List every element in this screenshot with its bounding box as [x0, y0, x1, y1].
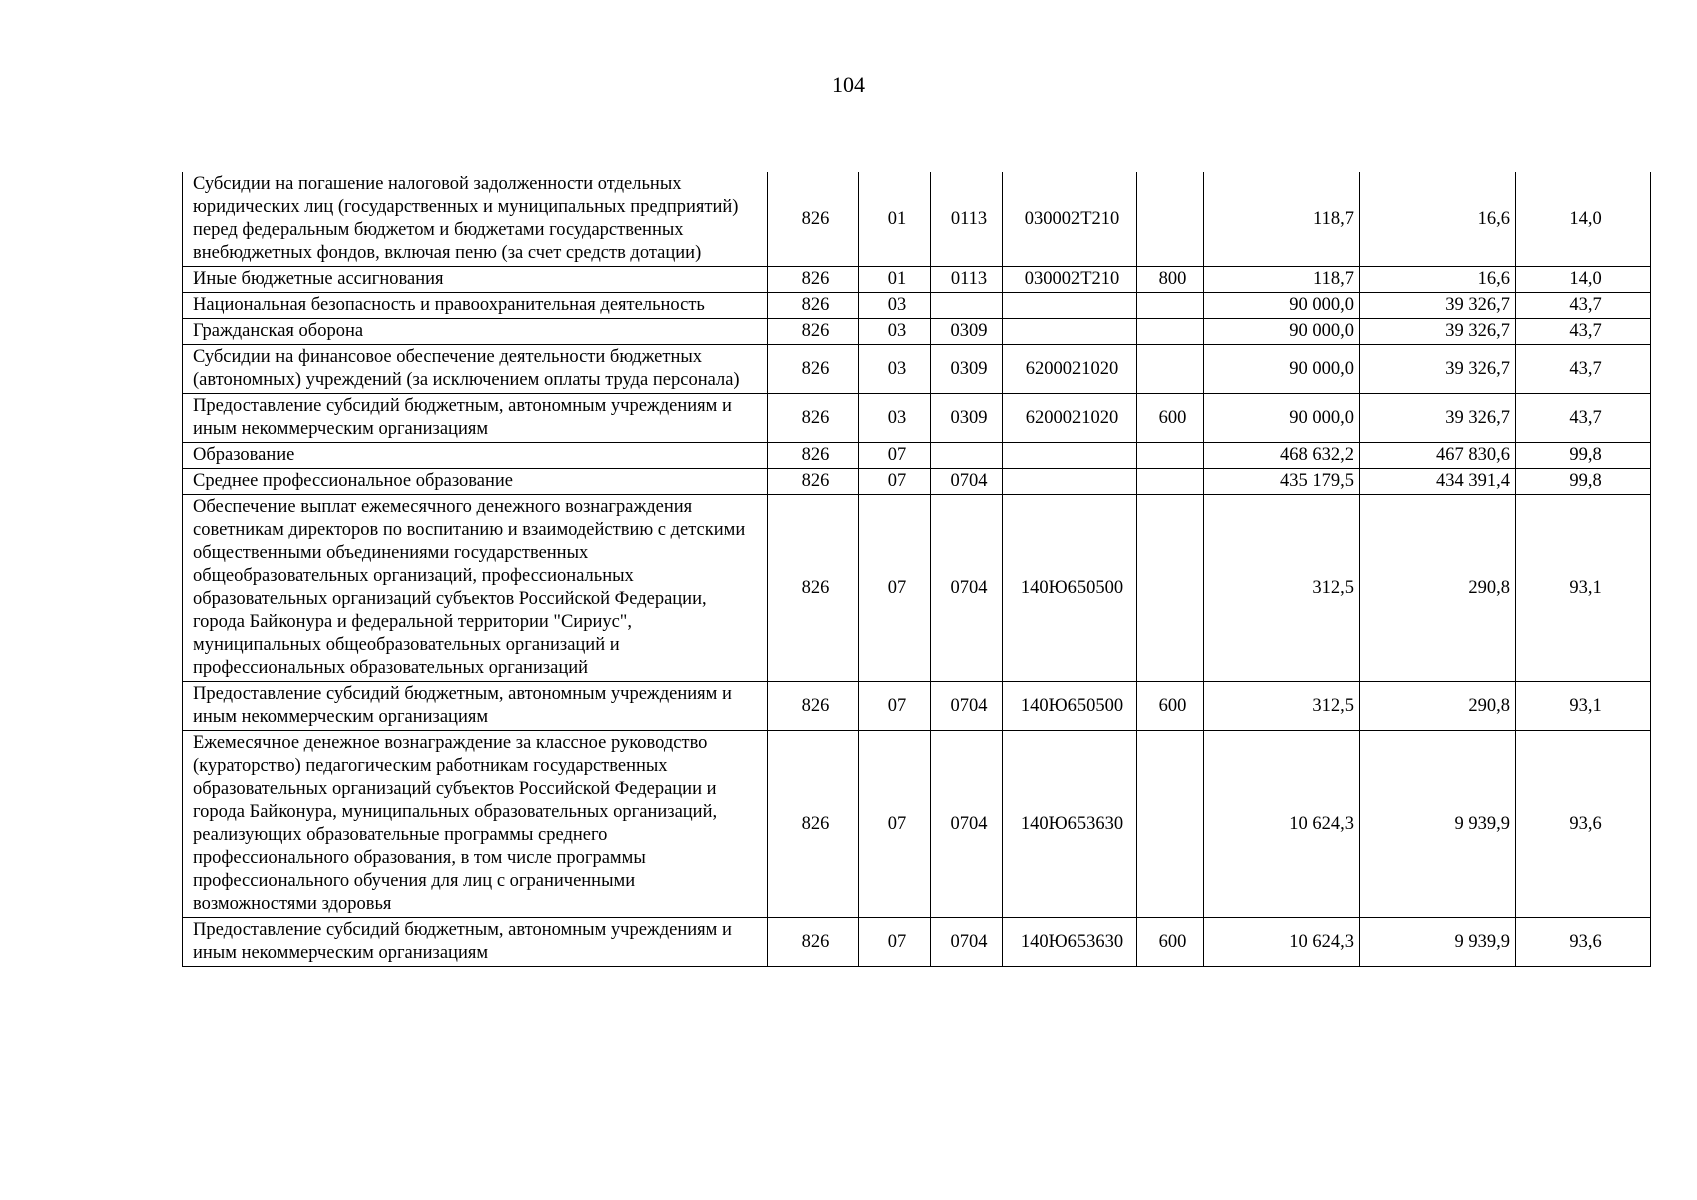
cell-percent: 43,7	[1516, 345, 1651, 394]
cell-actual: 16,6	[1360, 267, 1516, 293]
cell-section: 07	[859, 495, 931, 682]
cell-grbs: 826	[768, 319, 859, 345]
cell-section: 07	[859, 682, 931, 731]
cell-subsection: 0704	[931, 918, 1003, 967]
cell-actual: 467 830,6	[1360, 443, 1516, 469]
cell-grbs: 826	[768, 682, 859, 731]
cell-target-article: 140Ю653630	[1003, 918, 1137, 967]
cell-target-article: 6200021020	[1003, 394, 1137, 443]
cell-grbs: 826	[768, 918, 859, 967]
cell-expense-type	[1137, 319, 1204, 345]
table-row	[183, 443, 1651, 469]
cell-target-article	[1003, 293, 1137, 319]
table-row	[183, 682, 1651, 731]
cell-subsection: 0704	[931, 469, 1003, 495]
table-row	[183, 172, 1651, 267]
cell-subsection: 0704	[931, 682, 1003, 731]
table-row	[183, 394, 1651, 443]
cell-name: Образование	[183, 443, 768, 469]
cell-name: Среднее профессиональное образование	[183, 469, 768, 495]
cell-percent: 43,7	[1516, 293, 1651, 319]
cell-grbs: 826	[768, 172, 859, 267]
cell-target-article	[1003, 443, 1137, 469]
table-row	[183, 495, 1651, 682]
cell-plan: 90 000,0	[1204, 345, 1360, 394]
cell-subsection: 0113	[931, 172, 1003, 267]
cell-plan: 118,7	[1204, 172, 1360, 267]
cell-expense-type	[1137, 443, 1204, 469]
cell-name: Предоставление субсидий бюджетным, автономным учреждениям и иным некоммерческим организациям	[183, 918, 768, 967]
table-row	[183, 319, 1651, 345]
cell-grbs: 826	[768, 394, 859, 443]
cell-subsection	[931, 443, 1003, 469]
cell-name: Субсидии на финансовое обеспечение деятельности бюджетных (автономных) учреждений (за исключением оплаты труда персонала)	[183, 345, 768, 394]
page-number: 104	[832, 72, 865, 97]
cell-name: Национальная безопасность и правоохранительная деятельность	[183, 293, 768, 319]
cell-target-article	[1003, 469, 1137, 495]
table-row	[183, 345, 1651, 394]
cell-percent: 93,6	[1516, 918, 1651, 967]
cell-plan: 312,5	[1204, 495, 1360, 682]
cell-subsection: 0704	[931, 731, 1003, 918]
cell-plan: 90 000,0	[1204, 394, 1360, 443]
cell-actual: 434 391,4	[1360, 469, 1516, 495]
cell-percent: 14,0	[1516, 267, 1651, 293]
cell-section: 07	[859, 918, 931, 967]
cell-plan: 10 624,3	[1204, 918, 1360, 967]
cell-percent: 99,8	[1516, 469, 1651, 495]
cell-target-article: 030002Т210	[1003, 267, 1137, 293]
cell-name: Иные бюджетные ассигнования	[183, 267, 768, 293]
cell-section: 01	[859, 267, 931, 293]
cell-name: Предоставление субсидий бюджетным, автономным учреждениям и иным некоммерческим организациям	[183, 394, 768, 443]
table-body	[183, 172, 1651, 967]
cell-percent: 93,6	[1516, 731, 1651, 918]
cell-grbs: 826	[768, 495, 859, 682]
cell-percent: 99,8	[1516, 443, 1651, 469]
cell-subsection	[931, 293, 1003, 319]
cell-actual: 16,6	[1360, 172, 1516, 267]
cell-section: 07	[859, 469, 931, 495]
cell-percent: 43,7	[1516, 319, 1651, 345]
cell-actual: 39 326,7	[1360, 394, 1516, 443]
cell-name: Гражданская оборона	[183, 319, 768, 345]
cell-name: Предоставление субсидий бюджетным, автономным учреждениям и иным некоммерческим организациям	[183, 682, 768, 731]
cell-actual: 9 939,9	[1360, 731, 1516, 918]
cell-plan: 90 000,0	[1204, 319, 1360, 345]
table-row	[183, 918, 1651, 967]
cell-subsection: 0704	[931, 495, 1003, 682]
cell-name: Обеспечение выплат ежемесячного денежного вознаграждения советникам директоров по воспитанию и взаимодействию с детскими общественными объединениями государственных общеобразовательных организаций, профессиональных образовательных организаций субъектов Российской Федерации, города Байконура и федеральной территории "Сириус", муниципальных общеобразовательных организаций и профессиональных образовательных организаций	[183, 495, 768, 682]
cell-plan: 435 179,5	[1204, 469, 1360, 495]
cell-grbs: 826	[768, 293, 859, 319]
cell-actual: 9 939,9	[1360, 918, 1516, 967]
table-row	[183, 267, 1651, 293]
cell-subsection: 0113	[931, 267, 1003, 293]
cell-name: Субсидии на погашение налоговой задолженности отдельных юридических лиц (государственных и муниципальных предприятий) перед федеральным бюджетом и бюджетами государственных внебюджетных фондов, включая пеню (за счет средств дотации)	[183, 172, 768, 267]
cell-percent: 93,1	[1516, 682, 1651, 731]
cell-grbs: 826	[768, 731, 859, 918]
cell-percent: 93,1	[1516, 495, 1651, 682]
cell-name: Ежемесячное денежное вознаграждение за классное руководство (кураторство) педагогическим работникам государственных образовательных организаций субъектов Российской Федерации и города Байконура, муниципальных образовательных организаций, реализующих образовательные программы среднего профессионального образования, в том числе программы профессионального обучения для лиц с ограниченными возможностями здоровья	[183, 731, 768, 918]
cell-plan: 10 624,3	[1204, 731, 1360, 918]
cell-plan: 312,5	[1204, 682, 1360, 731]
cell-actual: 290,8	[1360, 682, 1516, 731]
cell-expense-type	[1137, 495, 1204, 682]
cell-target-article: 140Ю653630	[1003, 731, 1137, 918]
cell-expense-type	[1137, 731, 1204, 918]
cell-plan: 90 000,0	[1204, 293, 1360, 319]
cell-percent: 43,7	[1516, 394, 1651, 443]
cell-target-article: 140Ю650500	[1003, 495, 1137, 682]
cell-subsection: 0309	[931, 394, 1003, 443]
cell-grbs: 826	[768, 345, 859, 394]
cell-section: 03	[859, 345, 931, 394]
cell-actual: 39 326,7	[1360, 345, 1516, 394]
cell-expense-type	[1137, 293, 1204, 319]
cell-actual: 39 326,7	[1360, 293, 1516, 319]
cell-subsection: 0309	[931, 345, 1003, 394]
table-row	[183, 293, 1651, 319]
cell-percent: 14,0	[1516, 172, 1651, 267]
cell-section: 07	[859, 443, 931, 469]
cell-subsection: 0309	[931, 319, 1003, 345]
cell-section: 03	[859, 319, 931, 345]
cell-grbs: 826	[768, 267, 859, 293]
table-row	[183, 469, 1651, 495]
cell-section: 07	[859, 731, 931, 918]
cell-expense-type: 800	[1137, 267, 1204, 293]
cell-expense-type: 600	[1137, 918, 1204, 967]
cell-expense-type	[1137, 469, 1204, 495]
cell-target-article: 030002Т210	[1003, 172, 1137, 267]
cell-section: 01	[859, 172, 931, 267]
cell-expense-type	[1137, 172, 1204, 267]
cell-actual: 290,8	[1360, 495, 1516, 682]
budget-table	[182, 172, 1651, 967]
cell-section: 03	[859, 293, 931, 319]
cell-target-article: 140Ю650500	[1003, 682, 1137, 731]
cell-plan: 468 632,2	[1204, 443, 1360, 469]
cell-expense-type: 600	[1137, 394, 1204, 443]
cell-grbs: 826	[768, 443, 859, 469]
cell-plan: 118,7	[1204, 267, 1360, 293]
cell-target-article: 6200021020	[1003, 345, 1137, 394]
cell-actual: 39 326,7	[1360, 319, 1516, 345]
cell-expense-type	[1137, 345, 1204, 394]
cell-section: 03	[859, 394, 931, 443]
table-row	[183, 731, 1651, 918]
cell-target-article	[1003, 319, 1137, 345]
cell-expense-type: 600	[1137, 682, 1204, 731]
cell-grbs: 826	[768, 469, 859, 495]
